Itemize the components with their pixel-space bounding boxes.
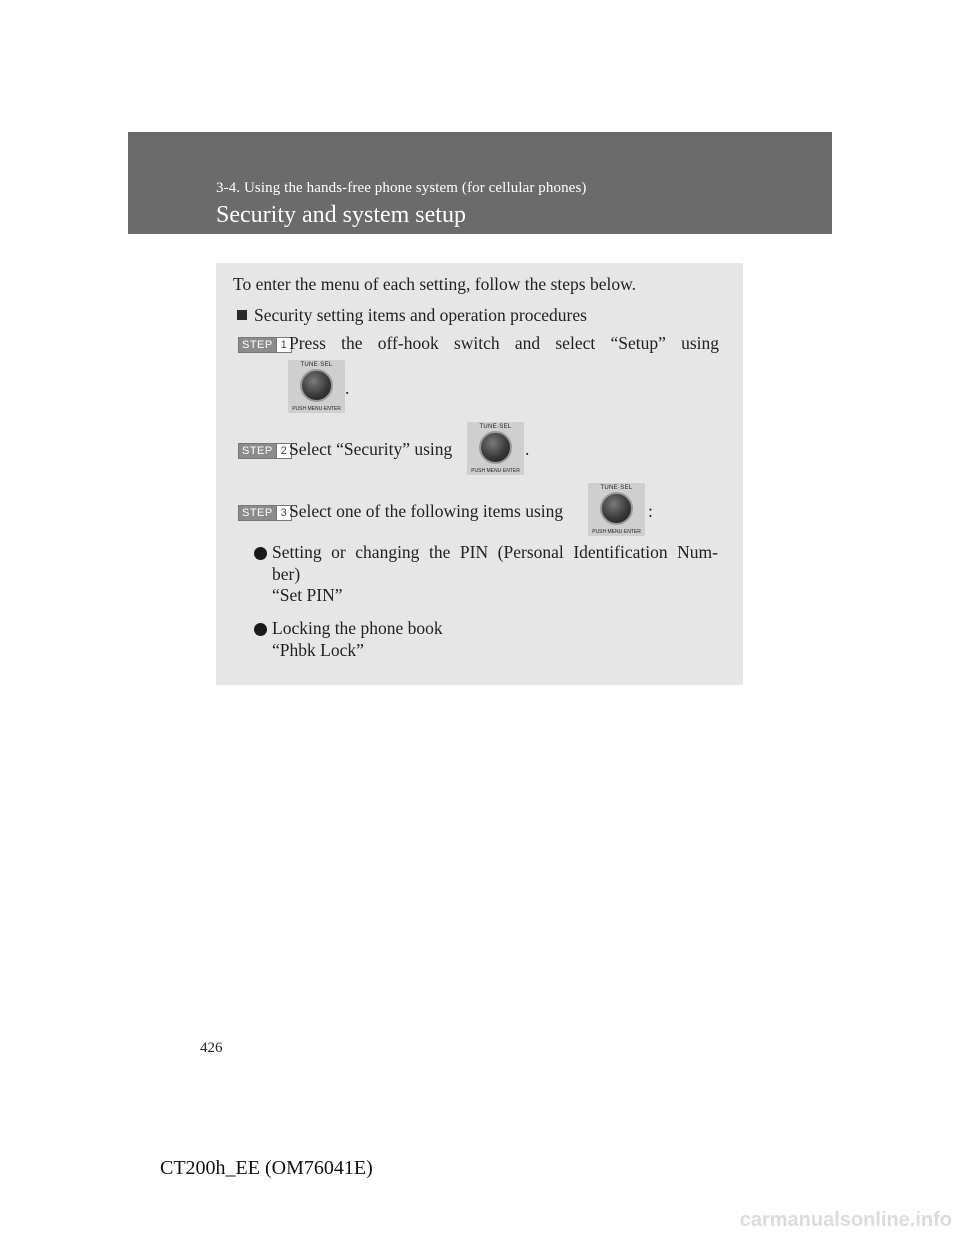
footer-model-code: CT200h_EE (OM76041E): [160, 1157, 373, 1179]
page-title: Security and system setup: [216, 202, 466, 228]
section-heading: Security setting items and operation procedures: [254, 305, 587, 325]
tune-sel-knob-icon: [467, 422, 524, 475]
step-3-badge: [238, 505, 292, 521]
step-2-badge: [238, 443, 292, 459]
watermark: carmanualsonline.info: [739, 1209, 952, 1231]
step-1-word: STEP: [239, 338, 276, 352]
knob-top-label: TUNE·SEL: [479, 424, 512, 430]
step-1-number: 1: [276, 338, 291, 352]
step-2-number: 2: [276, 444, 291, 458]
knob-dial: [300, 369, 333, 402]
knob-top-label: TUNE·SEL: [300, 362, 333, 368]
step-1-badge: [238, 337, 292, 353]
knob-bottom-label: PUSH MENU·ENTER: [471, 468, 520, 474]
page-number: 426: [200, 1040, 223, 1056]
step-2-text: Select “Security” using: [289, 439, 453, 459]
round-bullet-icon: [254, 547, 267, 560]
step-3-suffix: :: [648, 501, 653, 521]
procedure-panel: [216, 263, 743, 685]
item-2-line1: Locking the phone book: [272, 618, 443, 638]
step-3-word: STEP: [239, 506, 276, 520]
knob-dial: [479, 431, 512, 464]
item-1-line2: ber): [272, 564, 301, 584]
step-2-word: STEP: [239, 444, 276, 458]
step-3-text: Select one of the following items using: [289, 501, 564, 521]
round-bullet-icon: [254, 623, 267, 636]
step-1-suffix: .: [345, 378, 350, 398]
item-2-setting-name: “Phbk Lock”: [272, 640, 364, 660]
knob-bottom-label: PUSH MENU·ENTER: [292, 406, 341, 412]
breadcrumb: 3-4. Using the hands-free phone system (for cellular phones): [216, 180, 587, 196]
tune-sel-knob-icon: [288, 360, 345, 413]
intro-text: To enter the menu of each setting, follow the steps below.: [233, 274, 636, 294]
item-1-line1: Setting or changing the PIN (Personal Identification Num-: [272, 542, 718, 562]
section-header: [128, 132, 832, 234]
knob-bottom-label: PUSH MENU·ENTER: [592, 529, 641, 535]
step-2-suffix: .: [525, 439, 530, 459]
item-1-setting-name: “Set PIN”: [272, 585, 343, 605]
knob-top-label: TUNE·SEL: [600, 485, 633, 491]
step-3-number: 3: [276, 506, 291, 520]
knob-dial: [600, 492, 633, 525]
step-1-text: Press the off-hook switch and select “Setup” using: [289, 333, 719, 353]
tune-sel-knob-icon: [588, 483, 645, 536]
square-bullet-icon: [237, 310, 247, 320]
